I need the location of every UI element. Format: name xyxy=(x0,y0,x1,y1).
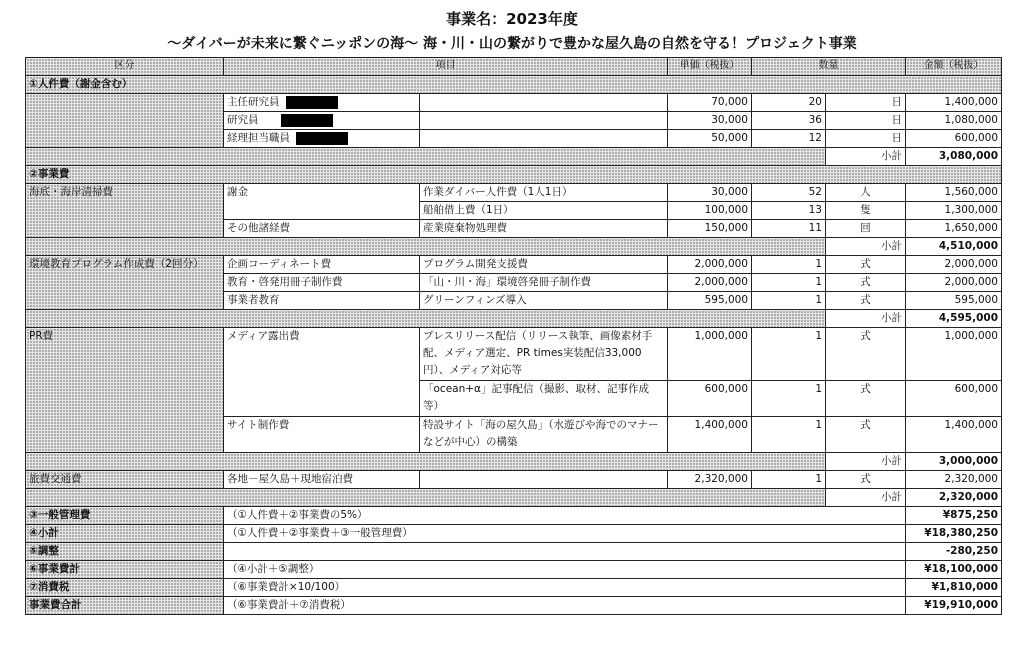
unit-price: 30,000 xyxy=(668,112,752,130)
amount: 595,000 xyxy=(906,292,1002,310)
subtotal-row xyxy=(26,148,1002,166)
total-label: ⑦消費税 xyxy=(26,579,224,597)
amount: 1,560,000 xyxy=(906,184,1002,202)
unit: 式 xyxy=(826,417,906,453)
total-row xyxy=(26,543,1002,561)
project-name: ～ダイバーが未来に繋ぐニッポンの海～ 海・川・山の繋がりで豊かな屋久島の自然を守る！プロジェクト事業 xyxy=(167,36,857,52)
total-formula xyxy=(224,543,906,561)
subtotal-row xyxy=(26,489,1002,507)
qty: 13 xyxy=(752,202,826,220)
category-education: 環境教育プログラム作成費（2回分） xyxy=(26,256,224,310)
subtotal-label: 小計 xyxy=(826,489,906,507)
qty: 36 xyxy=(752,112,826,130)
header-category: 区分 xyxy=(26,58,224,76)
unit-price: 2,000,000 xyxy=(668,256,752,274)
detail-cell: 「山・川・海」環境啓発冊子制作費 xyxy=(420,274,668,292)
unit: 式 xyxy=(826,292,906,310)
table-row xyxy=(26,328,1002,381)
detail-cell: 特設サイト「海の屋久島」（水遊びや海でのマナーなどが中心）の構築 xyxy=(420,417,668,453)
total-formula: （①人件費＋②事業費＋③一般管理費） xyxy=(224,525,906,543)
unit-price: 50,000 xyxy=(668,130,752,148)
redaction-bar xyxy=(281,114,333,127)
header-row xyxy=(26,58,1002,76)
header-amount: 金額（税抜） xyxy=(906,58,1002,76)
total-label: ⑤調整 xyxy=(26,543,224,561)
detail-cell: 産業廃棄物処理費 xyxy=(420,220,668,238)
unit-price: 150,000 xyxy=(668,220,752,238)
total-row xyxy=(26,579,1002,597)
detail-cell: グリーンフィンズ導入 xyxy=(420,292,668,310)
detail-cell xyxy=(420,471,668,489)
amount: 1,080,000 xyxy=(906,112,1002,130)
unit: 式 xyxy=(826,274,906,292)
unit-price: 70,000 xyxy=(668,94,752,112)
amount: 1,400,000 xyxy=(906,417,1002,453)
unit-price: 1,000,000 xyxy=(668,328,752,381)
item-cell: その他諸経費 xyxy=(224,220,420,238)
subtotal-row xyxy=(26,238,1002,256)
unit: 式 xyxy=(826,471,906,489)
total-label: ⑥事業費計 xyxy=(26,561,224,579)
section-business: ②事業費 xyxy=(26,166,1002,184)
category-travel: 旅費交通費 xyxy=(26,471,224,489)
header-item: 項目 xyxy=(224,58,668,76)
qty: 11 xyxy=(752,220,826,238)
qty: 20 xyxy=(752,94,826,112)
subtotal-amount: 4,595,000 xyxy=(906,310,1002,328)
total-amount: ¥18,380,250 xyxy=(906,525,1002,543)
unit-price: 2,000,000 xyxy=(668,274,752,292)
unit: 日 xyxy=(826,130,906,148)
subtotal-label: 小計 xyxy=(826,148,906,166)
item-cell: 謝金 xyxy=(224,184,420,220)
amount: 2,320,000 xyxy=(906,471,1002,489)
unit: 式 xyxy=(826,256,906,274)
amount: 600,000 xyxy=(906,130,1002,148)
amount: 1,400,000 xyxy=(906,94,1002,112)
total-row xyxy=(26,525,1002,543)
category-pr: PR費 xyxy=(26,328,224,453)
item-cell: 主任研究員 xyxy=(224,94,420,112)
table-row xyxy=(26,471,1002,489)
unit: 日 xyxy=(826,94,906,112)
detail-cell xyxy=(420,112,668,130)
subtotal-spacer xyxy=(26,148,826,166)
total-formula: （④小計＋⑤調整） xyxy=(224,561,906,579)
qty: 1 xyxy=(752,471,826,489)
item-cell: メディア露出費 xyxy=(224,328,420,417)
total-row xyxy=(26,597,1002,615)
item-cell: 企画コーディネート費 xyxy=(224,256,420,274)
redaction-bar xyxy=(286,96,338,109)
item-cell: サイト制作費 xyxy=(224,417,420,453)
document-title: 事業名：2023年度 xyxy=(446,10,578,28)
item-cell: 事業者教育 xyxy=(224,292,420,310)
amount: 1,000,000 xyxy=(906,328,1002,381)
section-row xyxy=(26,166,1002,184)
total-formula: （①人件費＋②事業費の5%） xyxy=(224,507,906,525)
qty: 52 xyxy=(752,184,826,202)
item-cell: 教育・啓発用冊子制作費 xyxy=(224,274,420,292)
total-formula: （⑥事業費計＋⑦消費税） xyxy=(224,597,906,615)
unit-price: 30,000 xyxy=(668,184,752,202)
detail-cell: 作業ダイバー人件費（1人1日） xyxy=(420,184,668,202)
unit: 式 xyxy=(826,381,906,417)
total-amount: ¥875,250 xyxy=(906,507,1002,525)
item-cell: 研究員 xyxy=(224,112,420,130)
amount: 1,650,000 xyxy=(906,220,1002,238)
subtotal-amount: 4,510,000 xyxy=(906,238,1002,256)
unit-price: 100,000 xyxy=(668,202,752,220)
table-row xyxy=(26,184,1002,202)
detail-cell: プレスリリース配信（リリース執筆、画像素材手配、メディア選定、PR times実装配信33,000円）、メディア対応等 xyxy=(420,328,668,381)
unit-price: 600,000 xyxy=(668,381,752,417)
qty: 1 xyxy=(752,381,826,417)
total-label: ③一般管理費 xyxy=(26,507,224,525)
budget-table xyxy=(25,57,1002,615)
subtotal-spacer xyxy=(26,489,826,507)
qty: 1 xyxy=(752,417,826,453)
table-row xyxy=(26,94,1002,112)
subtotal-row xyxy=(26,310,1002,328)
total-label: ④小計 xyxy=(26,525,224,543)
subtotal-label: 小計 xyxy=(826,238,906,256)
detail-cell: 「ocean+α」記事配信（撮影、取材、記事作成等） xyxy=(420,381,668,417)
item-cell: 各地－屋久島＋現地宿泊費 xyxy=(224,471,420,489)
subtotal-spacer xyxy=(26,453,826,471)
subtotal-amount: 3,000,000 xyxy=(906,453,1002,471)
detail-cell xyxy=(420,130,668,148)
table-row xyxy=(26,256,1002,274)
total-amount: ¥1,810,000 xyxy=(906,579,1002,597)
category-cleanup: 海底・海岸清掃費 xyxy=(26,184,224,238)
unit: 人 xyxy=(826,184,906,202)
subtotal-label: 小計 xyxy=(826,453,906,471)
amount: 600,000 xyxy=(906,381,1002,417)
total-amount: ¥18,100,000 xyxy=(906,561,1002,579)
amount: 2,000,000 xyxy=(906,274,1002,292)
total-row xyxy=(26,561,1002,579)
detail-cell xyxy=(420,94,668,112)
amount: 2,000,000 xyxy=(906,256,1002,274)
qty: 1 xyxy=(752,256,826,274)
total-label: 事業費合計 xyxy=(26,597,224,615)
subtotal-amount: 3,080,000 xyxy=(906,148,1002,166)
item-cell: 経理担当職員 xyxy=(224,130,420,148)
subtotal-spacer xyxy=(26,310,826,328)
qty: 1 xyxy=(752,292,826,310)
subtotal-label: 小計 xyxy=(826,310,906,328)
header-unit-price: 単価（税抜） xyxy=(668,58,752,76)
category-cell xyxy=(26,94,224,148)
unit: 回 xyxy=(826,220,906,238)
subtotal-spacer xyxy=(26,238,826,256)
total-formula: （⑥事業費計×10/100） xyxy=(224,579,906,597)
qty: 1 xyxy=(752,328,826,381)
total-amount: -280,250 xyxy=(906,543,1002,561)
qty: 12 xyxy=(752,130,826,148)
unit-price: 595,000 xyxy=(668,292,752,310)
unit: 日 xyxy=(826,112,906,130)
unit: 隻 xyxy=(826,202,906,220)
unit-price: 2,320,000 xyxy=(668,471,752,489)
subtotal-amount: 2,320,000 xyxy=(906,489,1002,507)
detail-cell: 船舶借上費（1日） xyxy=(420,202,668,220)
detail-cell: プログラム開発支援費 xyxy=(420,256,668,274)
redaction-bar xyxy=(296,132,348,145)
header-quantity: 数量 xyxy=(752,58,906,76)
section-row xyxy=(26,76,1002,94)
subtotal-row xyxy=(26,453,1002,471)
amount: 1,300,000 xyxy=(906,202,1002,220)
unit-price: 1,400,000 xyxy=(668,417,752,453)
section-personnel: ①人件費（謝金含む） xyxy=(26,76,1002,94)
total-row xyxy=(26,507,1002,525)
unit: 式 xyxy=(826,328,906,381)
qty: 1 xyxy=(752,274,826,292)
total-amount: ¥19,910,000 xyxy=(906,597,1002,615)
